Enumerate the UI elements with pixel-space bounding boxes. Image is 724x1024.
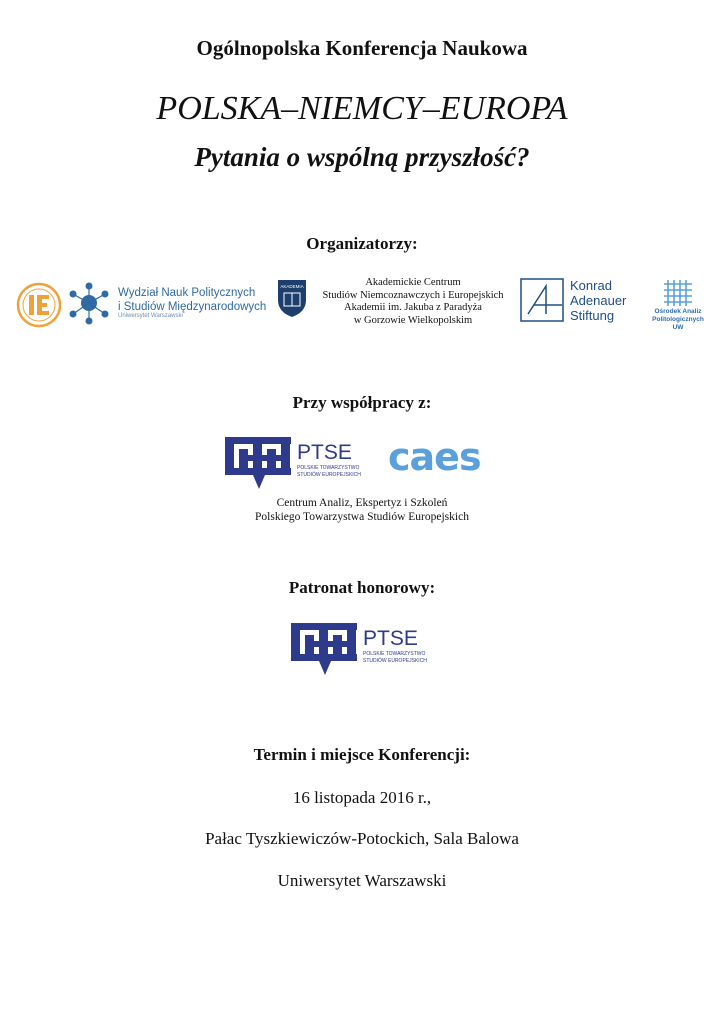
patronage-heading: Patronat honorowy: [288,578,436,597]
kas-mark-icon [520,278,564,322]
conference-kicker: Ogólnopolska Konferencja Naukowa [196,36,528,60]
oap-line2: Politologicznych UW [652,316,704,331]
kas-line1: Konrad [570,278,612,293]
wnp-line1: Wydział Nauk Politycznych [118,287,256,299]
ie-logo [16,282,62,328]
akademickie-centrum-text [318,277,508,327]
caes-line1: Centrum Analiz, Ekspertyz i Szkoleń [276,497,448,509]
caes-line2: Polskiego Towarzystwa Studiów Europejskich [255,511,469,523]
ptse-sub1: POLSKIE TOWARZYSTWO [297,465,360,471]
ptse-patronage-sub2: STUDIÓW EUROPEJSKICH [363,658,427,664]
wnp-line2: i Studiów Międzynarodowych [118,300,267,313]
organizers-heading: Organizatorzy: [306,234,418,253]
ptse-mark-icon [225,437,291,489]
ptse-word: PTSE [297,441,352,464]
akademickie-line3: Akademii im. Jakuba z Paradyża [344,302,482,313]
kas-line3: Stiftung [570,308,615,323]
akademickie-line1: Akademickie Centrum [365,277,461,288]
ptse-patronage-word: PTSE [363,627,418,650]
ptse-patronage-sub1: POLSKIE TOWARZYSTWO [363,651,426,657]
akademickie-line4: w Gorzowie Wielkopolskim [353,314,473,326]
wnp-subtitle: Uniwersytet Warszawski [118,313,183,319]
ptse-logo [225,435,365,491]
conference-subtitle: Pytania o wspólną przyszłość? [194,142,530,172]
caes-logo [388,436,498,478]
oap-logo [650,278,706,330]
ptse-patronage-logo [291,621,431,679]
wnp-molecule-icon [68,281,112,327]
conference-title: POLSKA–NIEMCY–EUROPA [156,90,568,127]
ptse-sub2: STUDIÓW EUROPEJSKICH [297,472,361,478]
caes-word: caes [388,435,481,479]
conference-university: Uniwersytet Warszawski [277,871,447,890]
akademia-shield-logo [276,278,308,318]
oap-grid-icon [662,278,694,308]
cooperation-heading: Przy współpracy z: [292,393,432,412]
kas-logo [520,278,660,326]
wnp-logo [68,281,273,327]
conference-date: 16 listopada 2016 r., [292,788,432,807]
kas-line2: Adenauer [570,293,627,308]
akademickie-line2: Studiów Niemcoznawczych i Europejskich [322,289,504,301]
conference-venue: Pałac Tyszkiewiczów-Potockich, Sala Balowa [205,829,519,848]
caes-description [0,496,724,524]
oap-line1: Ośrodek Analiz [654,308,702,315]
details-heading: Termin i miejsce Konferencji: [253,745,471,764]
ptse-patronage-mark-icon [291,623,357,675]
akademia-shield-text: AKADEMIA [280,284,304,289]
